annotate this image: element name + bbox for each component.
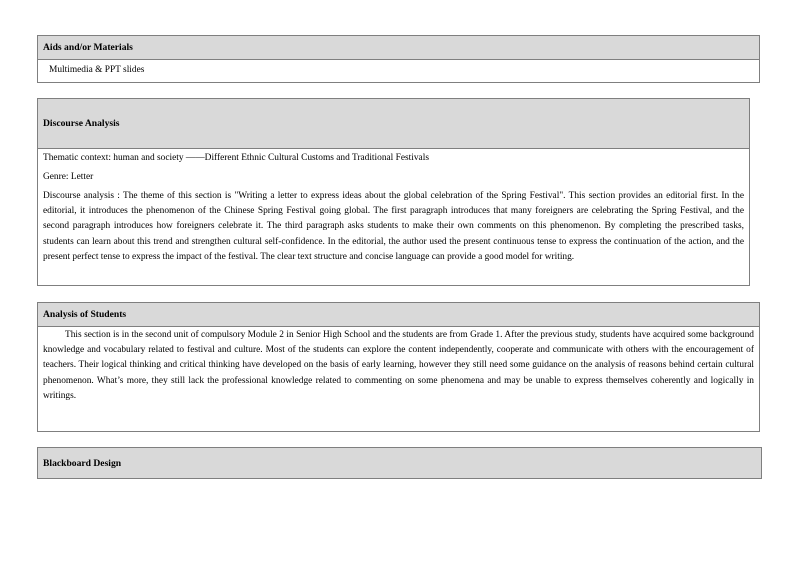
discourse-title: Discourse Analysis	[43, 118, 120, 129]
aids-title: Aids and/or Materials	[43, 42, 133, 53]
genre: Genre: Letter	[43, 172, 94, 182]
students-header	[38, 303, 759, 327]
students-body	[38, 327, 759, 404]
students-section	[37, 302, 760, 432]
blackboard-header	[38, 448, 761, 478]
blackboard-title: Blackboard Design	[43, 457, 122, 469]
discourse-section	[37, 98, 750, 286]
aids-section	[37, 35, 760, 83]
discourse-header	[38, 99, 749, 149]
students-analysis-text: This section is in the second unit of compulsory Module 2 in Senior High School and the students are from Grade 1. After the previous study, students have acquired some background knowledge and vocabulary related to festival and culture. Most of the students can explore the content independently, cooperate and communicate with others with the encouragement of teachers. Their logical thinking and critical thinking have developed on the basis of early learning, however they still need some guidance on the analysis of reasons behind certain cultural phenomenon. What’s more, they still lack the professional knowledge related to commenting on some phenomena and may be unable to express themselves coherently and logically in writings.	[43, 330, 754, 401]
discourse-analysis-text: Discourse analysis : The theme of this section is "Writing a letter to express ideas about the global celebration of the Spring Festival". This section provides an editorial first. In the editorial, it introduces the phenomenon of the Chinese Spring Festival going global. The first paragraph introduces that many foreigners are celebrating the Spring Festival, and the second paragraph introduces how foreigners celebrate it. The third paragraph asks students to make their own comments on this phenomenon. By completing the prescribed tasks, students can learn about this trend and strengthen cultural self-confidence. In the editorial, the author used the present continuous tense to express the continuation of the action, and the present perfect tense to express the impact of the festival. The clear text structure and concise language can provide a good model for writing.	[43, 191, 744, 262]
aids-header	[38, 36, 759, 60]
aids-body	[38, 60, 759, 78]
thematic-context: Thematic context: human and society ——Different Ethnic Cultural Customs and Traditional Festivals	[43, 153, 429, 163]
aids-content: Multimedia & PPT slides	[49, 65, 145, 75]
blackboard-section	[37, 447, 762, 479]
discourse-body	[38, 149, 749, 265]
students-title: Analysis of Students	[43, 309, 127, 320]
